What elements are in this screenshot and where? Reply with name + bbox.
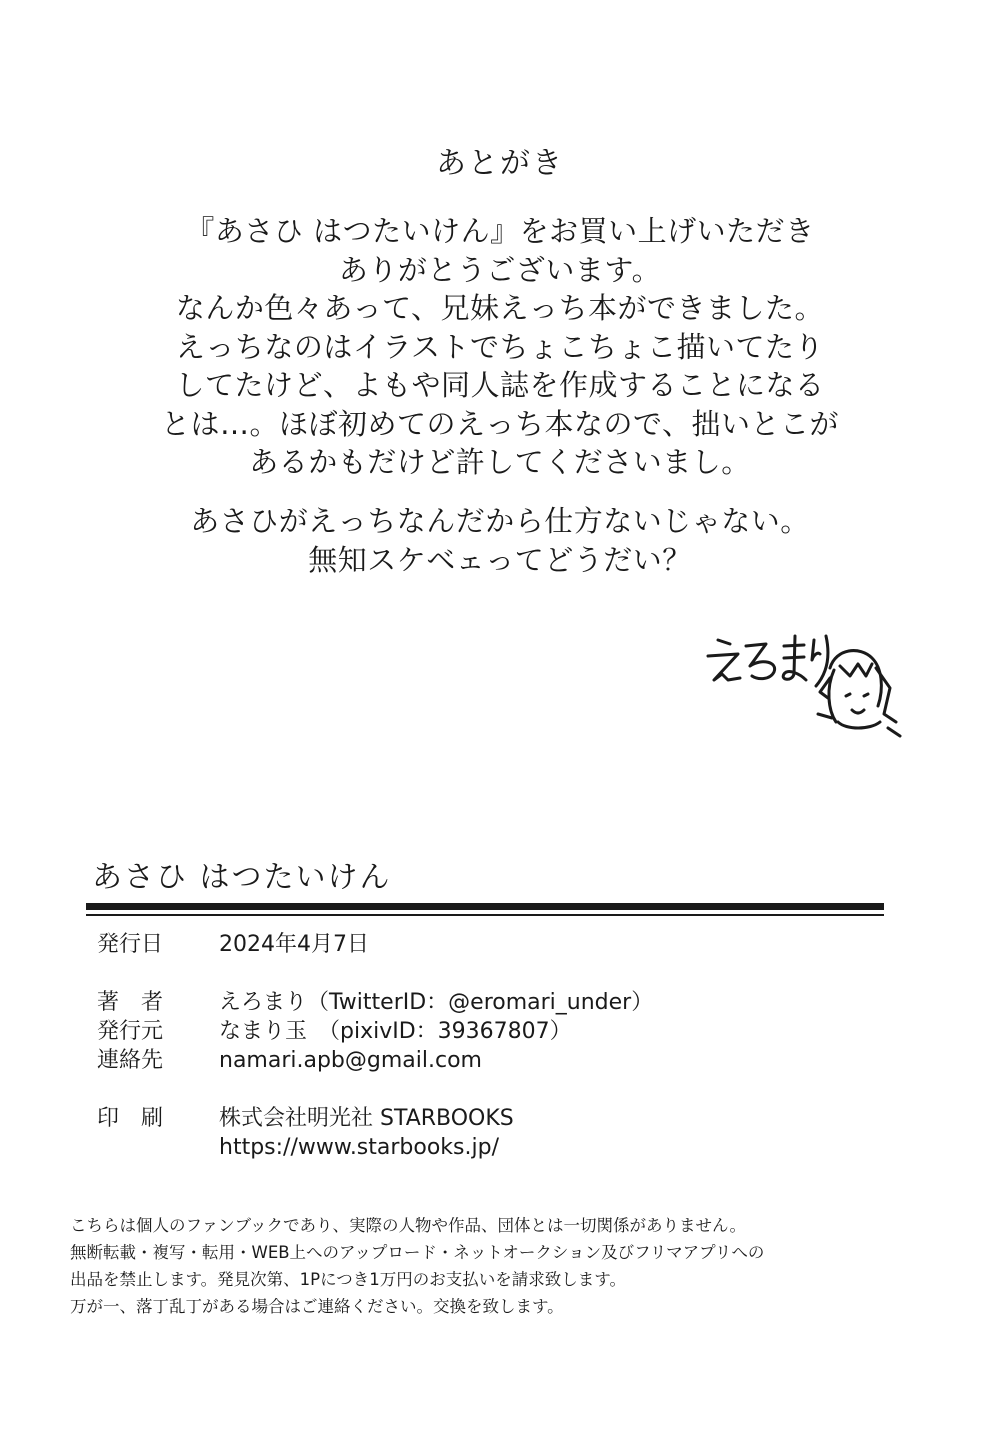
colophon-row: [97, 1017, 653, 1046]
colophon-row: [97, 930, 369, 959]
colophon-rule-thick: [86, 903, 884, 910]
afterword-line: 『あさひ はつたいけん』をお買い上げいただき: [185, 214, 815, 248]
printer-label: 印 刷: [97, 1106, 164, 1131]
colophon-row: [97, 988, 653, 1017]
afterword-line: えっちなのはイラストでちょこちょこ描いてたり: [175, 329, 825, 364]
afterword-line: とは…。ほぼ初めてのえっち本なので、拙いとこが: [161, 406, 839, 441]
afterword-title: あとがき: [436, 146, 564, 181]
printer-url: https://www.starbooks.jp/: [219, 1135, 499, 1160]
author-label: 著 者: [97, 990, 164, 1015]
colophon-title: あさひ はつたいけん: [92, 860, 392, 895]
afterword-closing: [0, 502, 1000, 579]
contact-email: namari.apb@gmail.com: [219, 1048, 482, 1073]
colophon-rule-thin: [86, 914, 884, 916]
afterword-line: してたけど、よもや同人誌を作成することになる: [175, 368, 825, 402]
disclaimer-line: 万が一、落丁乱丁がある場合はご連絡ください。交換を致します。: [70, 1297, 564, 1316]
colophon-credits: [97, 988, 653, 1075]
disclaimer-line: 無断転載・複写・転用・WEB上へのアップロード・ネットオークション及びフリマアプリへの: [70, 1243, 765, 1262]
closing-line: 無知スケベェってどうだい？: [308, 542, 692, 577]
closing-line: あさひがえっちなんだから仕方ないじゃない。: [190, 504, 810, 538]
colophon-row: [97, 1046, 653, 1075]
signature-doodle-icon: [700, 618, 910, 748]
publisher-label: 発行元: [97, 1019, 164, 1044]
afterword-line: ありがとうございます。: [338, 252, 662, 287]
printer-value: 株式会社明光社 STARBOOKS: [219, 1106, 514, 1131]
afterword-body: [0, 212, 1000, 482]
colophon-printer: [97, 1104, 514, 1162]
colophon-row: [97, 1133, 514, 1162]
afterword-line: なんか色々あって、兄妹えっち本ができました。: [175, 291, 825, 325]
colophon-publish-date: [97, 930, 369, 959]
disclaimer-line: 出品を禁止します。発見次第、1Pにつき1万円のお支払いを請求致します。: [70, 1270, 626, 1289]
publisher-value: なまり玉 （pixivID：39367807）: [219, 1019, 572, 1044]
contact-label: 連絡先: [97, 1048, 164, 1073]
publish-date-label: 発行日: [97, 932, 164, 957]
printer-url-spacer: [97, 1133, 219, 1162]
disclaimer: [70, 1212, 950, 1320]
publish-date-value: 2024年4月7日: [219, 932, 369, 957]
disclaimer-line: こちらは個人のファンブックであり、実際の人物や作品、団体とは一切関係がありません。: [70, 1216, 747, 1235]
afterword-line: あるかもだけど許してくださいまし。: [249, 445, 751, 479]
author-value: えろまり（TwitterID：@eromari_under）: [219, 990, 654, 1015]
colophon-row: [97, 1104, 514, 1133]
